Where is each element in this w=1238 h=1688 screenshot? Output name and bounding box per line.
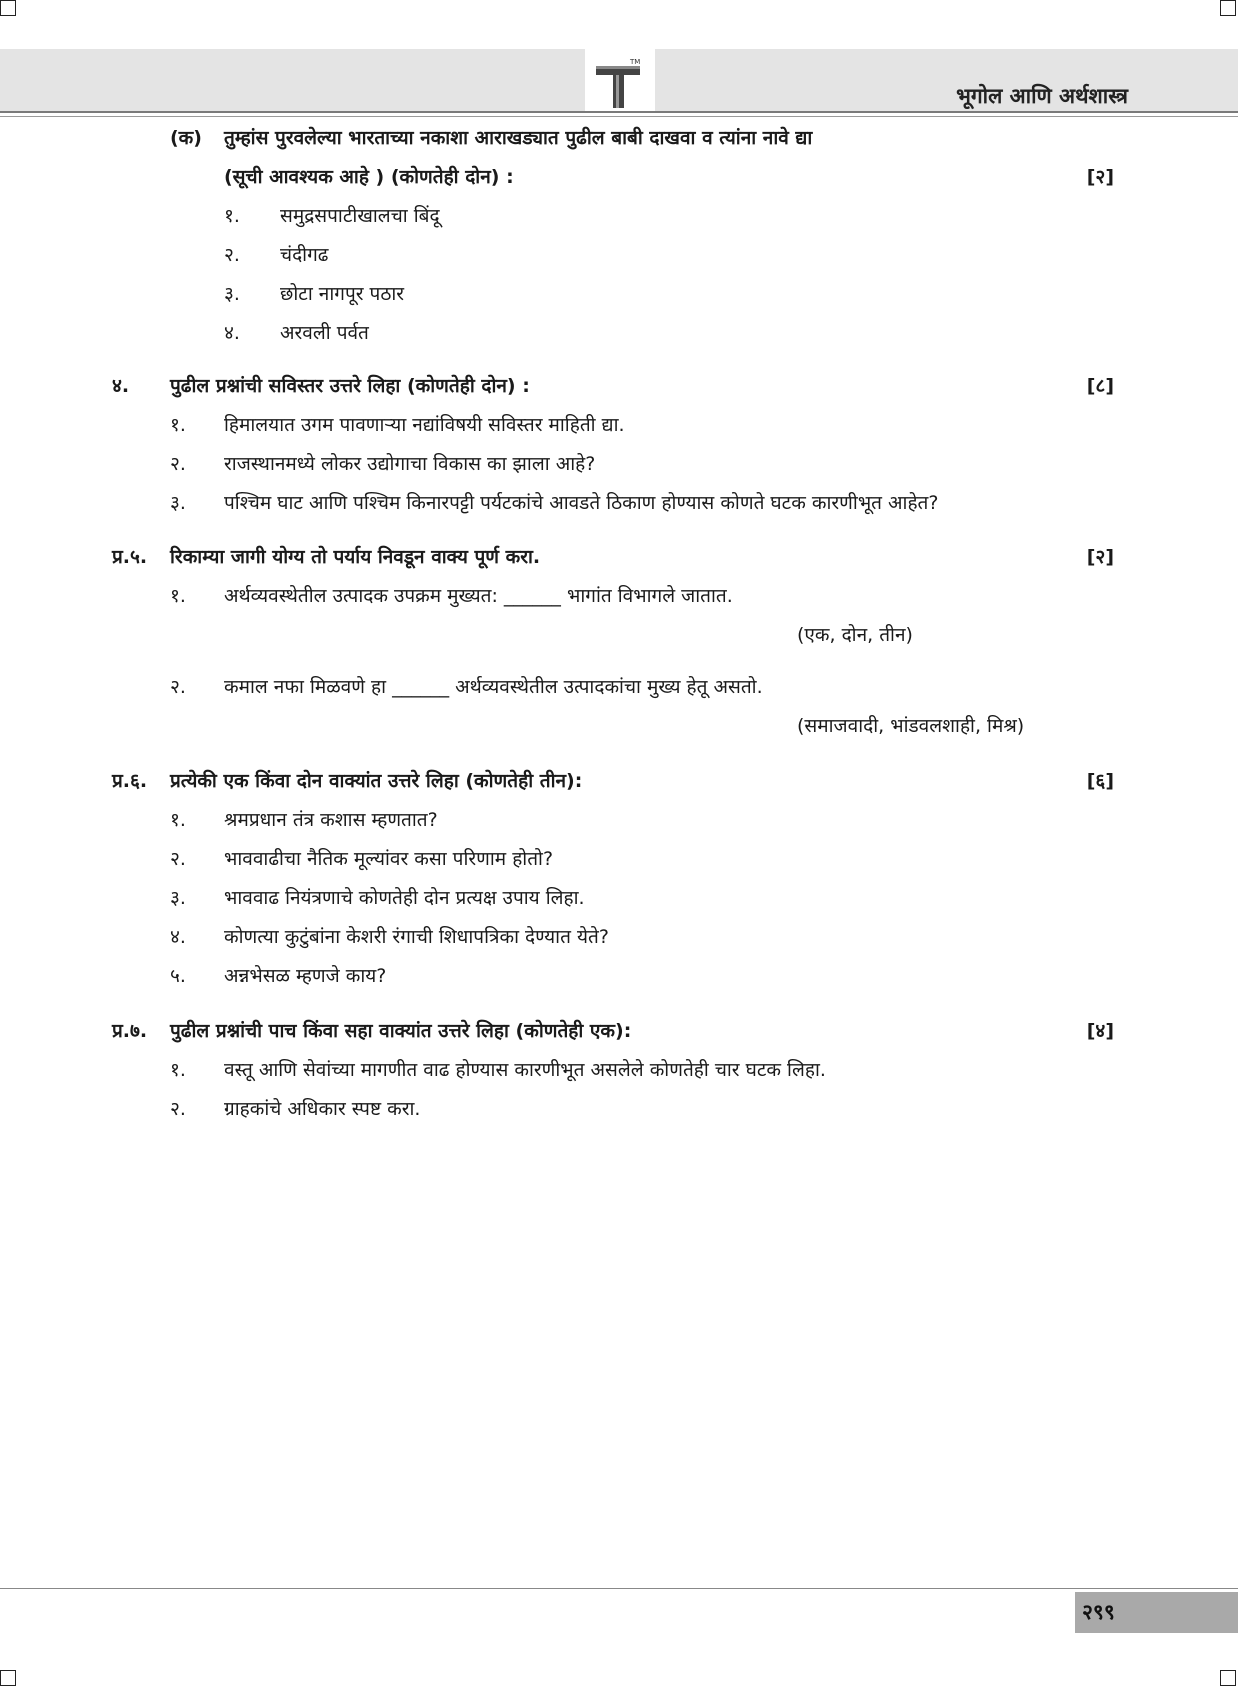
item-text: छोटा नागपूर पठार bbox=[280, 283, 405, 305]
header-divider bbox=[0, 111, 1238, 113]
question-6-heading bbox=[0, 766, 1238, 796]
marks-badge: [२] bbox=[1086, 546, 1114, 568]
item-text: राजस्थानमध्ये लोकर उद्योगाचा विकास का झाला आहे? bbox=[224, 453, 596, 475]
list-item bbox=[0, 844, 1238, 874]
item-text: भाववाढीचा नैतिक मूल्यांवर कसा परिणाम होतो? bbox=[224, 848, 554, 870]
list-item bbox=[0, 318, 1238, 348]
item-text: हिमालयात उगम पावणाऱ्या नद्यांविषयी सविस्तर माहिती द्या. bbox=[224, 414, 625, 436]
publisher-logo-icon bbox=[594, 60, 644, 110]
item-text: ग्राहकांचे अधिकार स्पष्ट करा. bbox=[224, 1098, 421, 1120]
list-item bbox=[0, 581, 1238, 611]
list-item bbox=[0, 922, 1238, 952]
crop-mark-top-left bbox=[0, 0, 16, 16]
question-text: पुढील प्रश्नांची सविस्तर उत्तरे लिहा (कोणतेही दोन) : bbox=[170, 375, 530, 397]
item-number: २. bbox=[170, 453, 186, 475]
footer-divider bbox=[0, 1588, 1238, 1589]
trademark-mark: TM bbox=[630, 58, 641, 66]
list-item bbox=[0, 410, 1238, 440]
marks-badge: [२] bbox=[1086, 166, 1114, 188]
item-text: अर्थव्यवस्थेतील उत्पादक उपक्रम मुख्यत: ______ भागांत विभागले जातात. bbox=[224, 585, 733, 607]
list-item bbox=[0, 805, 1238, 835]
list-item bbox=[0, 449, 1238, 479]
question-number: प्र.७. bbox=[112, 1020, 148, 1042]
options-row bbox=[0, 620, 1238, 650]
item-number: २. bbox=[170, 848, 186, 870]
marks-badge: [८] bbox=[1086, 375, 1114, 397]
item-number: १. bbox=[170, 1059, 186, 1081]
item-text: अन्नभेसळ म्हणजे काय? bbox=[224, 965, 387, 987]
item-number: १. bbox=[170, 585, 186, 607]
marks-badge: [६] bbox=[1086, 770, 1114, 792]
item-number: ३. bbox=[224, 283, 240, 305]
page-number: २९९ bbox=[1082, 1600, 1115, 1624]
marks-badge: [४] bbox=[1086, 1020, 1114, 1042]
item-text: भाववाढ नियंत्रणाचे कोणतेही दोन प्रत्यक्ष उपाय लिहा. bbox=[224, 887, 585, 909]
list-item bbox=[0, 672, 1238, 702]
item-number: ३. bbox=[170, 887, 186, 909]
question-text: तुम्हांस पुरवलेल्या भारताच्या नकाशा आराखड्यात पुढील बाबी दाखवा व त्यांना नावे द्या bbox=[224, 127, 813, 149]
item-number: २. bbox=[224, 244, 240, 266]
list-item bbox=[0, 201, 1238, 231]
item-text: कोणत्या कुटुंबांना केशरी रंगाची शिधापत्रिका देण्यात येते? bbox=[224, 926, 609, 948]
list-item bbox=[0, 883, 1238, 913]
item-number: ४. bbox=[224, 322, 240, 344]
question-3k-heading-line2 bbox=[0, 162, 1238, 192]
question-text: प्रत्येकी एक किंवा दोन वाक्यांत उत्तरे लिहा (कोणतेही तीन): bbox=[170, 770, 583, 792]
item-number: ४. bbox=[170, 926, 186, 948]
list-item bbox=[0, 240, 1238, 270]
item-text: अरवली पर्वत bbox=[280, 322, 369, 344]
item-number: १. bbox=[170, 809, 186, 831]
question-number: प्र.५. bbox=[112, 546, 148, 568]
question-number: ४. bbox=[112, 375, 130, 397]
item-text: पश्चिम घाट आणि पश्चिम किनारपट्टी पर्यटकांचे आवडते ठिकाण होण्यास कोणते घटक कारणीभूत आहेत? bbox=[224, 492, 939, 514]
item-number: २. bbox=[170, 1098, 186, 1120]
crop-mark-bottom-left bbox=[0, 1670, 16, 1686]
header-divider-thin bbox=[0, 116, 1238, 117]
question-text: (सूची आवश्यक आहे ) (कोणतेही दोन) : bbox=[224, 166, 514, 188]
crop-mark-top-right bbox=[1220, 0, 1236, 16]
list-item bbox=[0, 961, 1238, 991]
answer-options: (समाजवादी, भांडवलशाही, मिश्र) bbox=[797, 715, 1025, 737]
item-number: ३. bbox=[170, 492, 186, 514]
page-header-subject: भूगोल आणि अर्थशास्त्र bbox=[956, 84, 1128, 108]
question-label: (क) bbox=[170, 127, 202, 149]
item-text: चंदीगढ bbox=[280, 244, 329, 266]
options-row bbox=[0, 711, 1238, 741]
question-4-heading bbox=[0, 371, 1238, 401]
question-text: पुढील प्रश्नांची पाच किंवा सहा वाक्यांत उत्तरे लिहा (कोणतेही एक): bbox=[170, 1020, 632, 1042]
item-text: समुद्रसपाटीखालचा बिंदू bbox=[280, 205, 440, 227]
crop-mark-bottom-right bbox=[1220, 1670, 1236, 1686]
item-text: वस्तू आणि सेवांच्या मागणीत वाढ होण्यास कारणीभूत असलेले कोणतेही चार घटक लिहा. bbox=[224, 1059, 826, 1081]
item-text: श्रमप्रधान तंत्र कशास म्हणतात? bbox=[224, 809, 438, 831]
question-number: प्र.६. bbox=[112, 770, 148, 792]
item-number: ५. bbox=[170, 965, 186, 987]
question-7-heading bbox=[0, 1016, 1238, 1046]
question-5-heading bbox=[0, 542, 1238, 572]
item-text: कमाल नफा मिळवणे हा ______ अर्थव्यवस्थेतील उत्पादकांचा मुख्य हेतू असतो. bbox=[224, 676, 763, 698]
question-text: रिकाम्या जागी योग्य तो पर्याय निवडून वाक्य पूर्ण करा. bbox=[170, 546, 541, 568]
list-item bbox=[0, 1055, 1238, 1085]
list-item bbox=[0, 1094, 1238, 1124]
item-number: १. bbox=[224, 205, 240, 227]
question-3k-heading bbox=[0, 123, 1238, 153]
item-number: २. bbox=[170, 676, 186, 698]
list-item bbox=[0, 279, 1238, 309]
answer-options: (एक, दोन, तीन) bbox=[797, 624, 913, 646]
list-item bbox=[0, 488, 1238, 518]
item-number: १. bbox=[170, 414, 186, 436]
